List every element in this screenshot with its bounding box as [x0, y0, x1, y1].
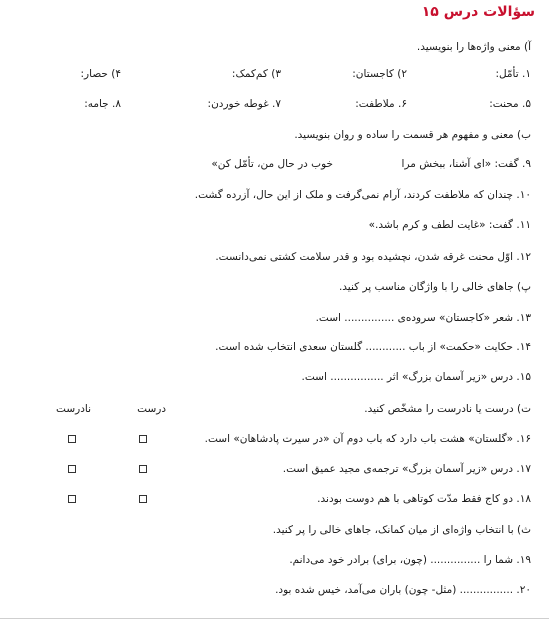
question-13: ۱۳. شعر «کاجستان» سروده‌ی ............... است. — [315, 312, 531, 324]
vocab-item-3: ۳) کم‌کمک: — [231, 68, 281, 80]
section-t-heading: ت) درست یا نادرست را مشخّص کنید. — [364, 403, 531, 415]
vocab-item-1: ۱. تأمّل: — [495, 68, 531, 80]
question-10: ۱۰. چندان که ملاطفت کردند، آرام نمی‌گرفت و ملک از این حال، آزرده گشت. — [194, 189, 531, 201]
question-14: ۱۴. حکایت «حکمت» از باب ............ گلستان سعدی انتخاب شده است. — [215, 341, 531, 353]
question-17: ۱۷. درس «زیر آسمان بزرگ» ترجمه‌ی مجید عمیق است. — [282, 463, 531, 475]
question-16: ۱۶. «گلستان» هشت باب دارد که باب دوم آن «در سیرت پادشاهان» است. — [204, 433, 531, 445]
question-16-true-checkbox[interactable] — [139, 435, 147, 443]
section-p-heading: پ) جاهای خالی را با واژگان مناسب پر کنید. — [338, 281, 531, 293]
vocab-item-8: ۸. جامه: — [84, 98, 121, 110]
question-16-false-checkbox[interactable] — [68, 435, 76, 443]
question-19: ۱۹. شما را ............... (چون، برای) برادر خود می‌دانم. — [289, 554, 531, 566]
column-header-true: درست — [137, 403, 166, 415]
question-18: ۱۸. دو کاج فقط مدّت کوتاهی با هم دوست بودند. — [317, 493, 531, 505]
question-9-first-hemistich: ۹. گفت: «ای آشنا، ببخش مرا — [401, 158, 531, 170]
question-17-false-checkbox[interactable] — [68, 465, 76, 473]
question-18-false-checkbox[interactable] — [68, 495, 76, 503]
section-a-heading: آ) معنی واژه‌ها را بنویسید. — [416, 41, 531, 53]
page-title: سؤالات درس ۱۵ — [421, 4, 535, 20]
question-15: ۱۵. درس «زیر آسمان بزرگ» اثر ................ است. — [301, 371, 531, 383]
question-20: ۲۰. ................ (مثل- چون) باران می‌آمد، خیس شده بود. — [275, 584, 531, 596]
vocab-item-6: ۶. ملاطفت: — [355, 98, 407, 110]
bottom-divider — [0, 618, 549, 619]
question-18-true-checkbox[interactable] — [139, 495, 147, 503]
vocab-item-4: ۴) حصار: — [80, 68, 121, 80]
vocab-item-7: ۷. غوطه خوردن: — [207, 98, 281, 110]
vocab-item-2: ۲) کاجستان: — [352, 68, 407, 80]
column-header-false: نادرست — [56, 403, 91, 415]
section-th-heading: ث) با انتخاب واژه‌ای از میان کمانک، جاهای خالی را پر کنید. — [272, 524, 531, 536]
question-9-second-hemistich: خوب در حال من، تأمّل کن» — [211, 158, 333, 170]
section-b-heading: ب) معنی و مفهوم هر قسمت را ساده و روان بنویسید. — [294, 129, 531, 141]
question-17-true-checkbox[interactable] — [139, 465, 147, 473]
question-11: ۱۱. گفت: «غایت لطف و کرم باشد.» — [368, 219, 531, 231]
question-12: ۱۲. اوّل محنت غرقه شدن، نچشیده بود و قدر سلامت کشتی نمی‌دانست. — [215, 251, 531, 263]
vocab-item-5: ۵. محنت: — [489, 98, 531, 110]
